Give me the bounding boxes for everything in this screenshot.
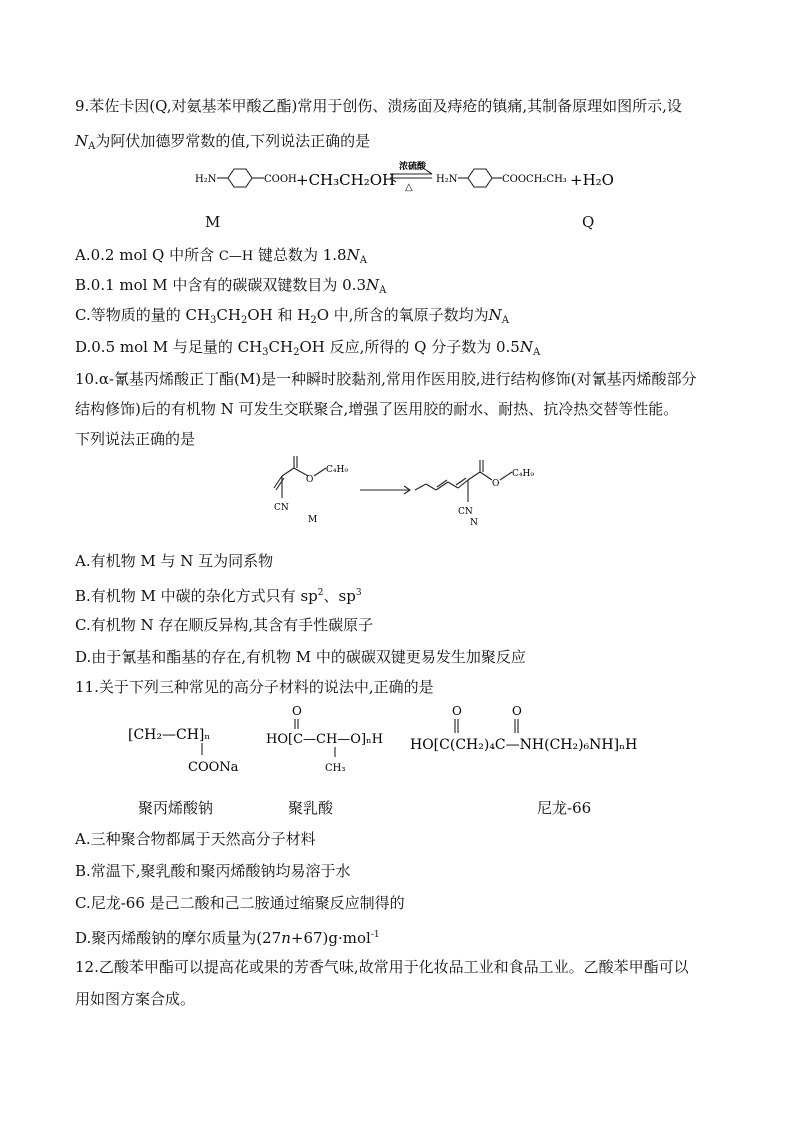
q9-stem-line1: 9.苯佐卡因(Q,对氨基苯甲酸乙酯)常用于创伤、溃疡面及痔疮的镇痛,其制备原理如图所示,设 <box>75 97 682 115</box>
n-ester-oxygen: O <box>492 479 500 489</box>
q11-option-d: D.聚丙烯酸钠的摩尔质量为(27n+67)g·mol$^{-1}$ <box>75 929 380 947</box>
label-q: Q <box>582 213 595 231</box>
m-ester-oxygen: O <box>306 475 314 485</box>
pla-carbonyl-oxygen: O <box>292 705 302 718</box>
q9-option-d: D.0.5 mol M 与足量的 $CH_3CH_2OH$ 反应,所得的 Q 分子数为 $0.5N_A$ <box>75 338 541 358</box>
m-butyl-group: C₄H₉ <box>326 465 348 475</box>
label-m: M <box>205 213 221 231</box>
pla-methyl-group: CH₃ <box>325 763 346 774</box>
n-cyano-group: CN <box>458 507 473 517</box>
polyacrylate-side-group: COONa <box>188 760 239 775</box>
pla-main-chain: HO[C—CH—O]ₙH <box>266 732 383 747</box>
m-amine-group: H₂N <box>195 174 217 185</box>
nylon-main-chain: HO[C(CH₂)₄C—NH(CH₂)₆NH]ₙH <box>410 737 638 753</box>
polymer-polylactic-acid <box>266 705 383 774</box>
q9-molecule-m <box>195 169 297 187</box>
ch-bond-symbol: C—H <box>218 249 254 264</box>
q11-polymer-structures <box>120 705 700 775</box>
name-nylon-66: 尼龙-66 <box>537 799 592 817</box>
n-butyl-group: C₄H₉ <box>512 469 534 479</box>
catalyst-label: 浓硫酸 <box>399 162 427 172</box>
q12-stem-line2: 用如图方案合成。 <box>75 990 196 1008</box>
m-carboxyl-group: COOH <box>264 174 297 185</box>
q10-reaction-scheme <box>260 450 560 530</box>
q11-option-a: A.三种聚合物都属于天然高分子材料 <box>75 830 316 848</box>
q9-option-a: A.0.2 mol Q 中所含 C—H 键总数为 $1.8N_A$ <box>75 246 367 266</box>
q10-option-c: C.有机物 N 存在顺反异构,其含有手性碳原子 <box>75 616 374 634</box>
nylon-carbonyl-oxygen-2: O <box>512 705 522 718</box>
q10-option-d: D.由于氰基和酯基的存在,有机物 M 中的碳碳双键更易发生加聚反应 <box>75 648 526 666</box>
polymer-sodium-polyacrylate <box>128 727 239 775</box>
q10-stem-line3: 下列说法正确的是 <box>75 430 196 448</box>
q10-molecule-n <box>415 460 534 528</box>
m-cyano-group: CN <box>274 503 289 513</box>
q11-option-b: B.常温下,聚乳酸和聚丙烯酸钠均易溶于水 <box>75 862 351 880</box>
q9-molecule-q <box>436 169 567 187</box>
m-label: M <box>308 515 318 525</box>
q9-option-c: C.等物质的量的 $CH_3CH_2OH$ 和 $H_2O$ 中,所含的氧原子数均为$N_A$ <box>75 306 509 326</box>
q11-option-c: C.尼龙-66 是己二酸和己二胺通过缩聚反应制得的 <box>75 894 405 912</box>
q9-option-b: B.0.1 mol M 中含有的碳碳双键数目为 $0.3N_A$ <box>75 276 387 296</box>
q10-arrow <box>360 486 410 494</box>
q10-option-a: A.有机物 M 与 N 互为同系物 <box>75 552 274 570</box>
name-polylactic-acid: 聚乳酸 <box>288 799 334 817</box>
water-product: +H₂O <box>570 171 614 189</box>
polymer-nylon-66 <box>410 705 637 753</box>
name-polyacrylate: 聚丙烯酸钠 <box>138 799 214 817</box>
q12-stem-line1: 12.乙酸苯甲酯可以提高花或果的芳香气味,故常用于化妆品工业和食品工业。乙酸苯甲酯可以 <box>75 958 689 976</box>
q9-reaction-scheme <box>190 155 630 215</box>
q-ester-group: COOCH₂CH₃ <box>502 174 567 185</box>
q9-stem-line2: $N_A$为阿伏加德罗常数的值,下列说法正确的是 <box>75 132 371 152</box>
q9-reaction-arrow <box>390 160 432 193</box>
ethanol-reagent: +CH₃CH₂OH <box>296 171 396 189</box>
q10-option-b: B.有机物 M 中碳的杂化方式只有 $sp^2$、$sp^3$ <box>75 587 362 605</box>
q10-molecule-m <box>274 456 348 525</box>
polyacrylate-main-chain: [CH₂—CH]ₙ <box>128 727 211 743</box>
q10-stem-line1: 10.α-氰基丙烯酸正丁酯(M)是一种瞬时胶黏剂,常用作医用胶,进行结构修饰(对氰基丙烯酸部分 <box>75 370 697 388</box>
q11-stem: 11.关于下列三种常见的高分子材料的说法中,正确的是 <box>75 678 434 696</box>
n-label: N <box>470 518 478 528</box>
q-amine-group: H₂N <box>436 174 458 185</box>
nylon-carbonyl-oxygen-1: O <box>452 705 462 718</box>
heat-label: △ <box>405 182 413 193</box>
q10-stem-line2: 结构修饰)后的有机物 N 可发生交联聚合,增强了医用胶的耐水、耐热、抗冷热交替等性能。 <box>75 400 679 418</box>
